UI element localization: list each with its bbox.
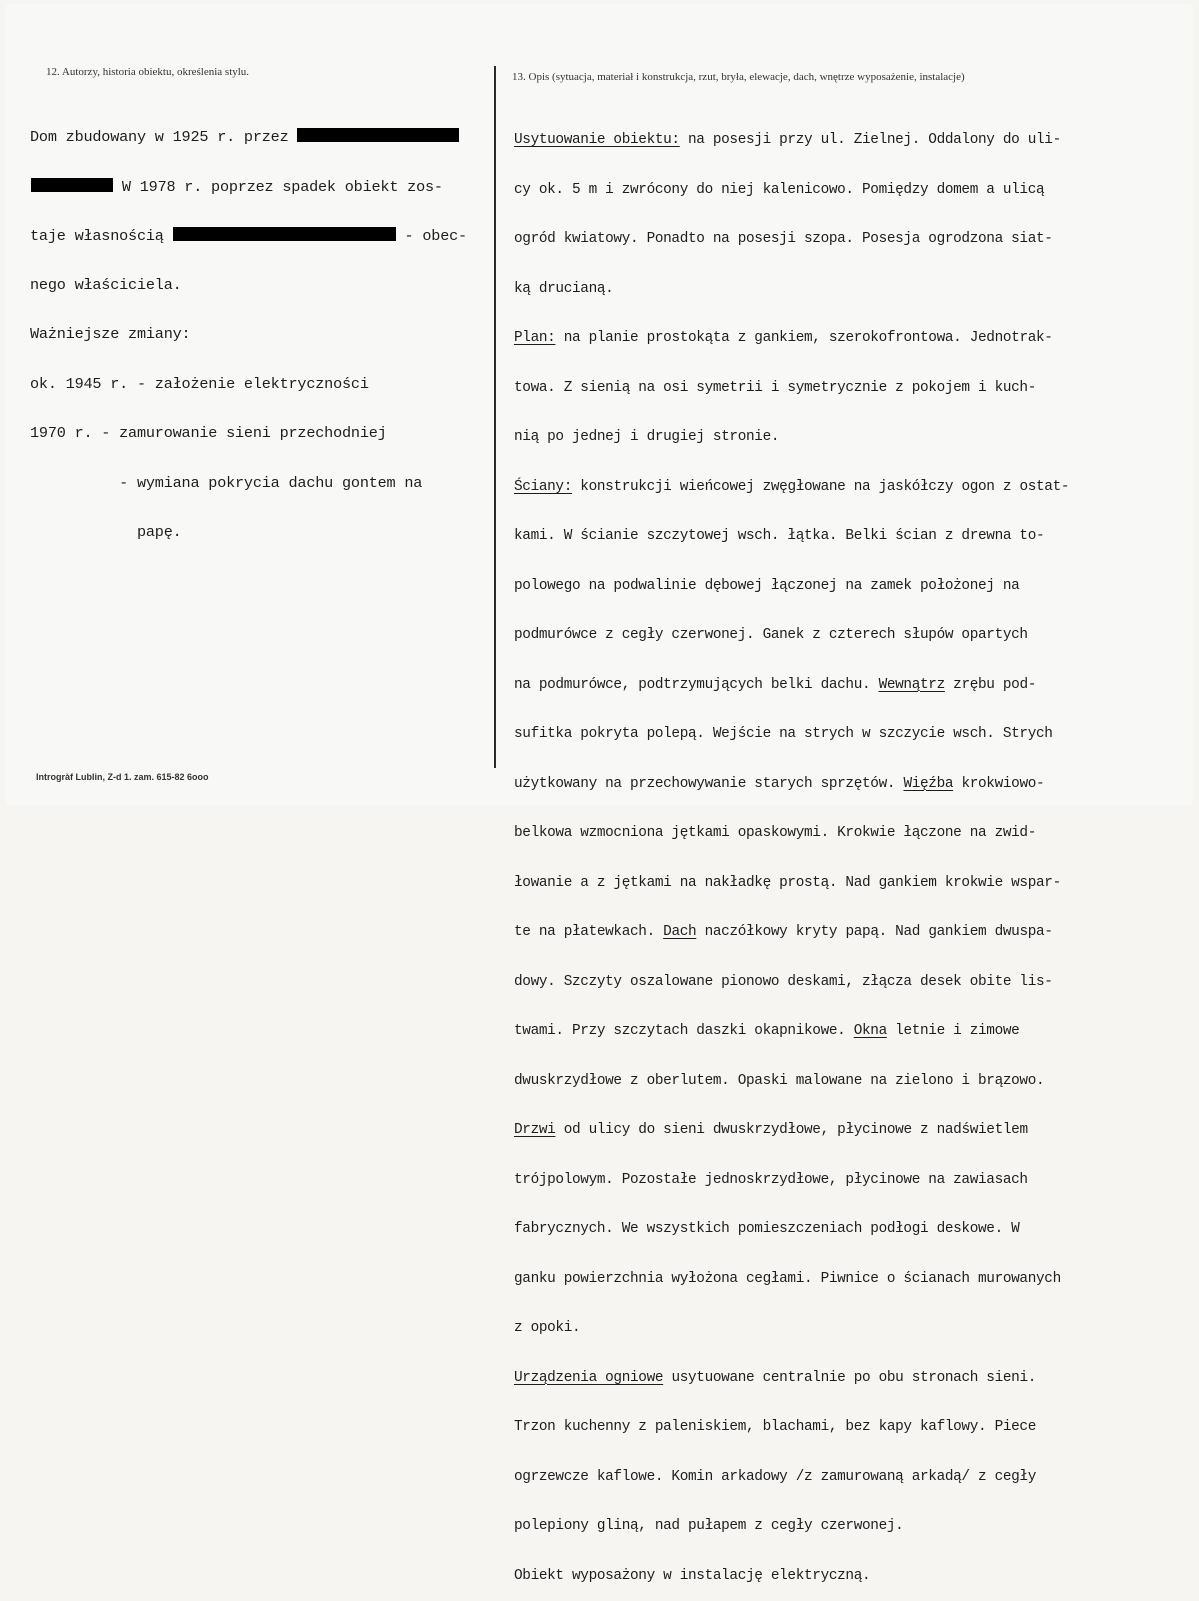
right-column-header: 13. Opis (sytuacja, materiał i konstrukcja, rzut, bryła, elewacje, dach, wnętrze wyposażenie, instalacje)	[512, 71, 965, 83]
history-line-1: Dom zbudowany w 1925 r. przez	[30, 128, 467, 145]
history-line-7: 1970 r. - zamurowanie sieni przechodniej	[30, 424, 387, 442]
redacted-block	[297, 128, 459, 142]
printer-imprint: Introgràf Lublin, Z-d 1. zam. 615-82 6ooo	[36, 772, 209, 782]
heading-fireplaces: Urządzenia ogniowe	[514, 1369, 664, 1386]
heading-interior: Wewnątrz	[878, 676, 945, 693]
left-column-header: 12. Autorzy, historia obiektu, określenia stylu.	[46, 66, 250, 78]
heading-windows: Okna	[853, 1023, 887, 1039]
redacted-block	[31, 178, 113, 192]
heading-location: Usytuowanie obiektu:	[514, 132, 680, 148]
heading-walls: Ściany:	[514, 478, 573, 495]
history-line-5: Ważniejsze zmiany:	[30, 325, 191, 343]
heading-plan: Plan:	[514, 330, 556, 346]
heading-doors: Drzwi	[514, 1122, 556, 1138]
history-text	[30, 95, 467, 557]
history-line-4: nego właściciela.	[30, 275, 182, 294]
heading-roof: Dach	[663, 924, 697, 940]
history-line-6: ok. 1945 r. - założenie elektryczności	[30, 374, 369, 393]
history-line-3: taje własnością - obec-	[30, 227, 467, 245]
history-line-9: papę.	[30, 523, 182, 541]
heading-truss: Więźba	[903, 775, 954, 792]
description-text: Usytuowanie obiektu: na posesji przy ul. Zielnej. Oddalony do uli- cy ok. 5 m i zwrócony do niej kalenicowo. Pomiędzy domem a ulicą ogród kwiatowy. Ponadto na posesji szopa. Posesja ogrodzona siat- ką drucianą. Plan: na planie prostokąta z gankiem, szerokofrontowa. Jednotrak- towa. Z sienią na osi symetrii i symetrycznie z pokojem i kuch- nią po jednej i drugiej stronie. Ściany: konstrukcji wieńcowej zwęgłowane na jaskółczy ogon z ostat- kami. W ścianie szczytowej wsch. łątka. Belki ścian z drewna to- polowego na podwalinie dębowej łączonej na zamek położonej na podmurówce z cegły czerwonej. Ganek z czterech słupów opartych na podmurówce, podtrzymujących belki dachu. Wewnątrz zrębu pod- sufitka pokryta polepą. Wejście na strych w szczycie wsch. Strych użytkowany na przechowywanie starych sprzętów. Więźba krokwiowo- belkowa wzmocniona jętkami opaskowymi. Krokwie łączone na zwid- łowanie a z jętkami na nakładkę prostą. Nad gankiem krokwie wspar- te na płatewkach. Dach naczółkowy kryty papą. Nad gankiem dwuspa- dowy. Szczyty oszalowane pionowo deskami, złącza desek obite lis- twami. Przy szczytach daszki okapnikowe. Okna letnie i zimowe dwuskrzydłowe z oberlutem. Opaski malowane na zielono i brązowo. Drzwi od ulicy do sieni dwuskrzydłowe, płycinowe z nadświetlem trójpolowym. Pozostałe jednoskrzydłowe, płycinowe na zawiasach fabrycznych. We wszystkich pomieszczeniach podłogi deskowe. W ganku powierzchnia wyłożona cegłami. Piwnice o ścianach murowanych z opoki. Urządzenia ogniowe usytuowane centralnie po obu stronach sieni. Trzon kuchenny z paleniskiem, blachami, bez kapy kaflowy. Piece ogrzewcze kaflowe. Komin arkadowy /z zamurowaną arkadą/ z cegły polepiony gliną, nad pułapem z cegły czerwonej. Obiekt wyposażony w instalację elektryczną.	[514, 132, 1070, 1584]
column-divider	[494, 66, 496, 768]
history-line-8: - wymiana pokrycia dachu gontem na	[30, 473, 423, 492]
redacted-block	[173, 227, 396, 241]
history-line-2: W 1978 r. poprzez spadek obiekt zos-	[30, 178, 467, 195]
